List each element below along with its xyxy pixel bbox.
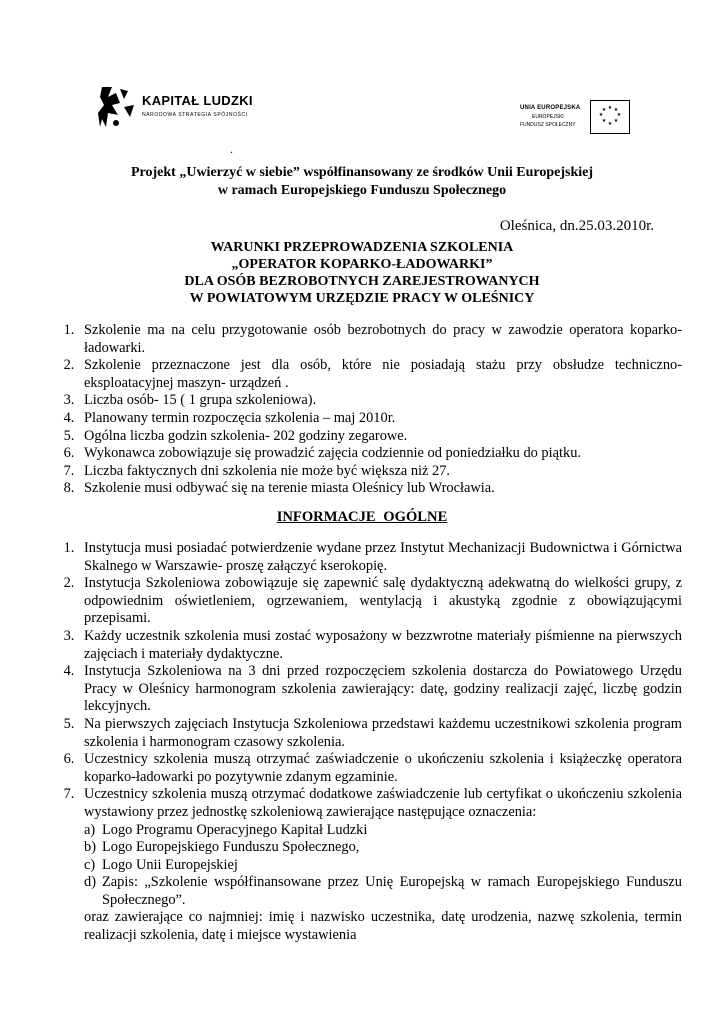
sub-list-item (84, 839, 682, 857)
title-line-3: DLA OSÓB BEZROBOTNYCH ZAREJESTROWANYCH (184, 274, 540, 289)
sub-item-text: Zapis: „Szkolenie współfinansowane przez Unię Europejską w ramach Europejskiego Funduszu Społecznego”. (102, 874, 682, 908)
svg-text:★: ★ (601, 118, 607, 124)
eu-flag-icon (590, 100, 630, 134)
svg-text:★: ★ (598, 112, 604, 118)
kapital-ludzki-subtitle: NARODOWA STRATEGIA SPÓJNOŚCI (142, 112, 248, 118)
sub-item-letter: c) (84, 856, 96, 873)
list-item (78, 786, 682, 944)
title-line-4: W POWIATOWYM URZĘDZIE PRACY W OLEŚNICY (189, 291, 535, 306)
sub-list-item (84, 857, 682, 875)
svg-text:★: ★ (607, 105, 613, 111)
list-item: 4. Planowany termin rozpoczęcia szkolenia – maj 2010r. (78, 410, 682, 428)
sub-list (84, 822, 682, 910)
eu-logo (518, 100, 638, 136)
kapital-ludzki-emblem-icon (98, 83, 138, 133)
document-title (60, 239, 664, 307)
project-line-2: w ramach Europejskiego Funduszu Społecznego (217, 183, 507, 198)
list-item: 1. Instytucja musi posiadać potwierdzenie wydane przez Instytut Mechanizacji Budownictwa i Górnictwa Skalnego w Warszawie- proszę załączyć kserokopię. (78, 540, 682, 575)
list-item: 2. Szkolenie przeznaczone jest dla osób, które nie posiadają stażu przy obsłudze techniczno-eksploatacyjnej maszyn- urządzeń . (78, 357, 682, 392)
list-item: 1. Szkolenie ma na celu przygotowanie osób bezrobotnych do pracy w zawodzie operatora koparko-ładowarki. (78, 322, 682, 357)
svg-text:★: ★ (607, 121, 613, 127)
sub-list-item (84, 822, 682, 840)
list-item: 5. Ogólna liczba godzin szkolenia- 202 godziny zegarowe. (78, 428, 682, 446)
list-item: 2. Instytucja Szkoleniowa zobowiązuje się zapewnić salę dydaktyczną adekwatną do wielkości grupy, z odpowiednim oświetleniem, ogrzewaniem, wentylacją i akustyką zgodnie z obowiązującymi przepisami. (78, 575, 682, 628)
sub-item-text: Logo Europejskiego Funduszu Społecznego, (102, 839, 360, 856)
title-line-2: „OPERATOR KOPARKO-ŁADOWARKI” (231, 257, 493, 272)
eu-logo-line3: FUNDUSZ SPOŁECZNY (520, 122, 576, 128)
list-item: 7. Liczba faktycznych dni szkolenia nie może być większa niż 27. (78, 463, 682, 481)
list-item: 6. Uczestnicy szkolenia muszą otrzymać zaświadczenie o ukończeniu szkolenia i książeczkę operatora koparko-ładowarki po pozytywnie zdanym egzaminie. (78, 751, 682, 786)
project-header (60, 164, 664, 200)
svg-text:★: ★ (613, 118, 619, 124)
list-item-text: 7. Uczestnicy szkolenia muszą otrzymać dodatkowe zaświadczenie lub certyfikat o ukończeniu szkolenia wystawiony przez jednostkę szkoleniową zawierające następujące oznaczenia: (84, 786, 682, 820)
list-item: 5. Na pierwszych zajęciach Instytucja Szkoleniowa przedstawi każdemu uczestnikowi szkolenia program szkolenia i harmonogram czasowy szkolenia. (78, 716, 682, 751)
list-item: 3. Każdy uczestnik szkolenia musi zostać wyposażony w bezzwrotne materiały piśmienne na pierwszych zajęciach i materiały dydaktyczne. (78, 628, 682, 663)
svg-text:★: ★ (616, 112, 622, 118)
sub-item-letter: d) (84, 874, 96, 891)
conditions-list (54, 322, 682, 498)
list-item: 6. Wykonawca zobowiązuje się prowadzić zajęcia codziennie od poniedziałku do piątku. (78, 445, 682, 463)
svg-text:★: ★ (601, 107, 607, 113)
list-item: 8. Szkolenie musi odbywać się na terenie miasta Oleśnicy lub Wrocławia. (78, 480, 682, 498)
list-item: 4. Instytucja Szkoleniowa na 3 dni przed rozpoczęciem szkolenia dostarcza do Powiatowego Urzędu Pracy w Oleśnicy harmonogram szkolenia zawierający: datę, godziny realizacji zajęć, liczbę godzin lekcyjnych. (78, 663, 682, 716)
list-item-tail: oraz zawierające co najmniej: imię i nazwisko uczestnika, datę urodzenia, nazwę szkolenia, termin realizacji szkolenia, datę i miejsce wystawienia (84, 909, 682, 944)
general-info-list (54, 540, 682, 945)
eu-logo-line2: EUROPEJSKI (532, 114, 564, 120)
kapital-ludzki-title: KAPITAŁ LUDZKI (142, 93, 253, 108)
project-line-1: Projekt „Uwierzyć w siebie” współfinansowany ze środków Unii Europejskiej (131, 165, 593, 180)
sub-item-text: Logo Programu Operacyjnego Kapitał Ludzki (102, 821, 368, 838)
sub-item-letter: a) (84, 821, 96, 838)
list-item: 3. Liczba osób- 15 ( 1 grupa szkoleniowa). (78, 392, 682, 410)
stray-dot: . (230, 142, 233, 156)
svg-text:★: ★ (613, 107, 619, 113)
eu-logo-line1: UNIA EUROPEJSKA (520, 105, 581, 111)
document-date: Oleśnica, dn.25.03.2010r. (499, 218, 654, 234)
title-line-1: WARUNKI PRZEPROWADZENIA SZKOLENIA (210, 240, 514, 255)
sub-list-item (84, 874, 682, 909)
general-info-heading: INFORMACJE OGÓLNE (276, 509, 448, 525)
kapital-ludzki-logo (98, 83, 298, 133)
sub-item-text: Logo Unii Europejskiej (102, 856, 238, 873)
sub-item-letter: b) (84, 839, 96, 856)
